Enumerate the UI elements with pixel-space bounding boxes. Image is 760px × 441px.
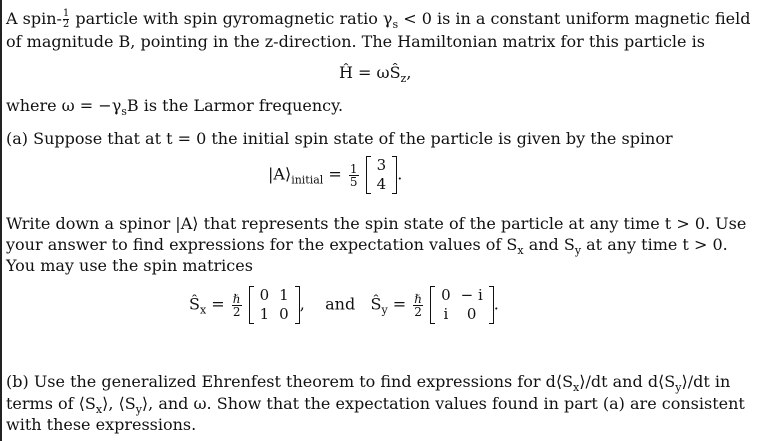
- left-margin-bar: [0, 0, 2, 441]
- sx-matrix: 0 1 1 0: [249, 286, 300, 324]
- spin-matrices-equation: $Ŝ_x$ = $\frac{\text{ℏ}}{2}$ 0 1 1 0 , and $Ŝ_y$ = $\frac{\text{ℏ}}{2}$ 0 − i i 0 .: [189, 286, 499, 323]
- sy-matrix: 0 − i i 0: [430, 286, 494, 324]
- part-b-line-1: (b) Use the generalized Ehrenfest theorem to find expressions for $d⟨S_x⟩/dt$ and $d⟨S_y⟩/dt$ in: [6, 372, 731, 395]
- part-a-line-3: your answer to find expressions for the expectation values of $S_x$ and $S_y$ at any time t > 0.: [6, 235, 728, 258]
- hbar-over-two-fraction: $\frac{\text{ℏ}}{2}$: [232, 291, 241, 319]
- part-a-line-1: (a) Suppose that at t = 0 the initial spin state of the particle is given by the spinor: [6, 129, 673, 148]
- initial-spinor-equation: $|A⟩_{initial}$ = $\frac{1}{5}$ 3 4 .: [268, 156, 403, 193]
- one-fifth-fraction: $\frac{1}{5}$: [349, 161, 358, 189]
- hbar-over-two-fraction-y: $\frac{\text{ℏ}}{2}$: [414, 291, 422, 319]
- one-half-fraction: $\frac{1}{2}$: [62, 8, 70, 30]
- part-a-line-4: You may use the spin matrices: [6, 256, 253, 275]
- intro-line-2: of magnitude B, pointing in the z-direction. The Hamiltonian matrix for this particle is: [6, 32, 705, 51]
- larmor-line: where $\omega = -\gamma_sB$ is the Larmor frequency.: [6, 96, 344, 119]
- intro-line-1: A spin- $\frac{1}{2}$ particle with spin gyromagnetic ratio $\gamma_s < 0$ is in a constant uniform magnetic field: [6, 8, 751, 32]
- part-a-line-2: Write down a spinor |A⟩ that represents the spin state of the particle at any time t > 0. Use: [6, 214, 747, 233]
- hamiltonian-equation: Ĥ = $\omega Ŝ_z$,: [339, 63, 412, 86]
- initial-spinor-vector: 3 4: [366, 156, 398, 194]
- part-b-line-3: with these expressions.: [6, 415, 197, 434]
- part-b-line-2: terms of $⟨S_x⟩$, $⟨S_y⟩$, and ω. Show that the expectation values found in part (a) are consistent: [6, 394, 745, 417]
